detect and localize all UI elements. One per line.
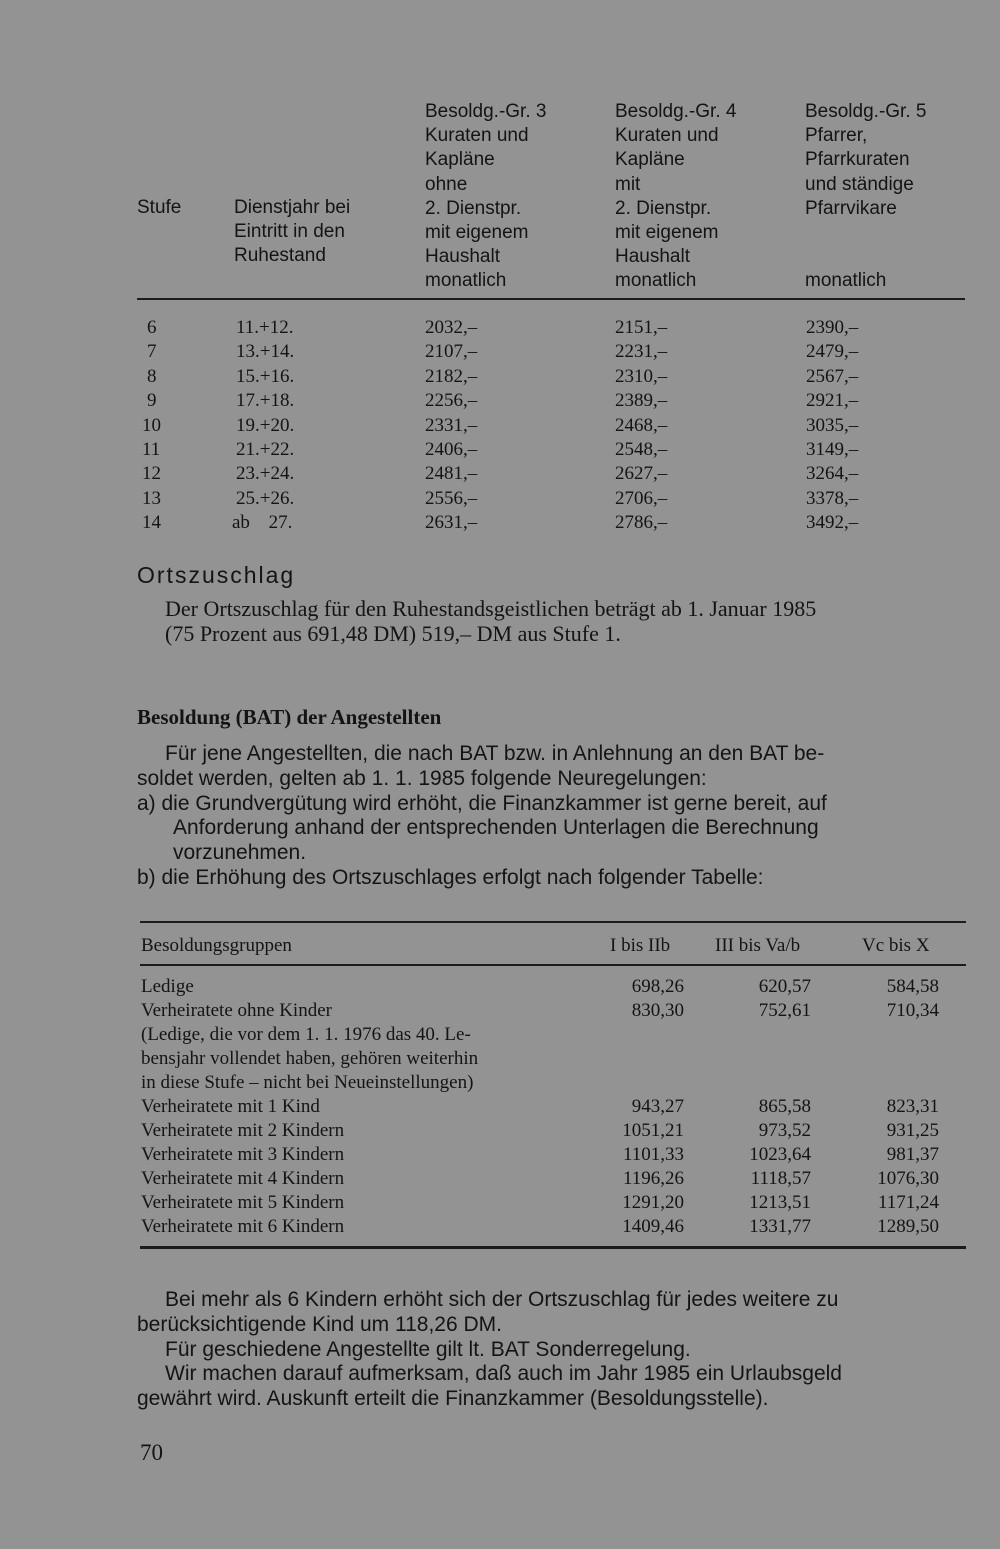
- table1-header-gr5: [805, 100, 926, 221]
- header-line: Pfarrvikare: [805, 197, 897, 219]
- text-line: vorzunehmen.: [173, 841, 307, 865]
- table2-header-rule: [140, 964, 966, 966]
- cell-jahr: 11.+12.: [236, 317, 294, 338]
- cell-c3: 1171,24: [877, 1192, 939, 1213]
- header-col1: I bis IIb: [610, 935, 671, 956]
- cell-jahr: 23.+24.: [236, 463, 295, 485]
- cell-jahr: 19.+20.: [236, 414, 295, 436]
- cell-c1: 1196,26: [622, 1168, 684, 1189]
- cell-gr4: 2786,–: [615, 512, 668, 534]
- cell-stufe: 9: [147, 390, 157, 412]
- cell-c1: 1101,33: [622, 1144, 684, 1165]
- cell-c3: 981,37: [886, 1144, 939, 1165]
- cell-label: bensjahr vollendet haben, gehören weiterhin: [141, 1048, 479, 1069]
- cell-c2: 752,61: [758, 1000, 811, 1021]
- header-line: mit: [615, 173, 641, 195]
- table-row: [0, 316, 1000, 340]
- table1-header-rule: [137, 298, 965, 300]
- cell-gr3: 2631,–: [425, 512, 478, 534]
- text-line: gewährt wird. Auskunft erteilt die Finanzkammer (Besoldungsstelle).: [137, 1387, 769, 1411]
- cell-jahr: 17.+18.: [236, 390, 295, 412]
- cell-gr5: 2479,–: [806, 341, 859, 363]
- cell-stufe: 12: [142, 463, 161, 485]
- header-line: mit eigenem: [615, 222, 719, 244]
- cell-gr3: 2331,–: [425, 414, 478, 436]
- text-line: Wir machen darauf aufmerksam, daß auch im Jahr 1985 ein Urlaubsgeld: [165, 1362, 842, 1386]
- cell-c2: 865,58: [758, 1096, 811, 1117]
- table-row: [0, 1119, 1000, 1143]
- header-line: monatlich: [425, 270, 507, 292]
- table2-top-rule: [140, 921, 966, 923]
- cell-c2: 1023,64: [749, 1144, 811, 1165]
- cell-gr4: 2468,–: [615, 414, 668, 436]
- cell-c2: 1213,51: [749, 1192, 811, 1213]
- text-line: berücksichtigende Kind um 118,26 DM.: [137, 1312, 502, 1336]
- cell-c3: 584,58: [886, 976, 939, 997]
- header-line: ohne: [425, 173, 468, 195]
- text-line: (75 Prozent aus 691,48 DM) 519,– DM aus Stufe 1.: [165, 620, 621, 646]
- cell-c1: 830,30: [631, 1000, 684, 1021]
- ortszuschlag-text: [165, 597, 816, 647]
- cell-gr4: 2151,–: [615, 317, 668, 338]
- cell-label: Verheiratete mit 3 Kindern: [141, 1144, 345, 1165]
- text-line: Für geschiedene Angestellte gilt lt. BAT Sonderregelung.: [165, 1337, 691, 1361]
- cell-gr5: 3492,–: [806, 512, 859, 534]
- bat-text: [137, 742, 827, 891]
- table-row: [0, 1191, 1000, 1215]
- text-line: Bei mehr als 6 Kindern erhöht sich der Ortszuschlag für jedes weitere zu: [165, 1288, 839, 1311]
- text-line: b) die Erhöhung des Ortszuschlages erfolgt nach folgender Tabelle:: [137, 865, 764, 889]
- table1-header-gr4: [615, 100, 736, 294]
- cell-jahr: 21.+22.: [236, 439, 295, 460]
- cell-c3: 1076,30: [877, 1168, 939, 1189]
- table-row: [0, 414, 1000, 438]
- cell-c1: 943,27: [631, 1096, 684, 1117]
- cell-jahr: ab 27.: [232, 512, 293, 534]
- cell-gr3: 2256,–: [425, 390, 478, 412]
- table-row: [0, 1071, 1000, 1095]
- cell-gr5: 2567,–: [806, 365, 859, 387]
- cell-gr3: 2556,–: [425, 487, 478, 509]
- cell-gr4: 2548,–: [615, 439, 668, 460]
- header-line: Kapläne: [615, 149, 685, 171]
- cell-gr3: 2032,–: [425, 317, 478, 338]
- header-besoldungsgruppen: Besoldungsgruppen: [141, 935, 292, 956]
- header-col3: Vc bis X: [862, 935, 930, 956]
- cell-c3: 710,34: [886, 1000, 939, 1021]
- cell-c1: 698,26: [631, 976, 684, 997]
- cell-gr4: 2706,–: [615, 487, 668, 509]
- header-line: und ständige: [805, 173, 914, 195]
- table-row: [0, 1047, 1000, 1071]
- table1-header-gr3: [425, 100, 546, 294]
- cell-c3: 1289,50: [877, 1216, 939, 1237]
- cell-gr4: 2310,–: [615, 365, 668, 387]
- table-row: [0, 999, 1000, 1023]
- header-line: mit eigenem: [425, 222, 529, 244]
- header-line: Kuraten und: [615, 125, 719, 147]
- table-row: [0, 511, 1000, 535]
- header-line: Eintritt in den: [234, 221, 345, 243]
- cell-jahr: 25.+26.: [236, 487, 295, 509]
- header-line: Dienstjahr bei: [234, 197, 351, 218]
- table-row: [0, 1167, 1000, 1191]
- table-row: [0, 389, 1000, 413]
- text-line: Der Ortszuschlag für den Ruhestandsgeistlichen beträgt ab 1. Januar 1985: [165, 596, 817, 621]
- cell-c2: 620,57: [758, 976, 811, 997]
- table-row: [0, 340, 1000, 364]
- cell-stufe: 13: [142, 487, 161, 509]
- cell-c3: 931,25: [886, 1120, 939, 1141]
- table-row: [0, 1023, 1000, 1047]
- text-line: soldet werden, gelten ab 1. 1. 1985 folgende Neuregelungen:: [137, 766, 707, 790]
- header-line: Kuraten und: [425, 125, 529, 147]
- table-row: [0, 1095, 1000, 1119]
- cell-stufe: 6: [147, 317, 157, 338]
- page-number: 70: [140, 1440, 163, 1465]
- table-row: [0, 1215, 1000, 1239]
- table1-header-stufe: Stufe: [137, 197, 182, 218]
- cell-jahr: 13.+14.: [236, 341, 295, 363]
- table-row: [0, 462, 1000, 486]
- cell-c1: 1051,21: [622, 1120, 684, 1141]
- cell-label: Ledige: [141, 976, 194, 997]
- cell-stufe: 7: [147, 341, 157, 363]
- ortszuschlag-heading: Ortszuschlag: [137, 562, 296, 588]
- cell-c1: 1291,20: [622, 1192, 684, 1213]
- header-line: Haushalt: [425, 246, 500, 268]
- text-line: Für jene Angestellten, die nach BAT bzw. in Anlehnung an den BAT be-: [165, 742, 825, 765]
- header-line: monatlich: [615, 270, 697, 292]
- table-row: [0, 487, 1000, 511]
- cell-stufe: 8: [147, 365, 157, 387]
- cell-gr4: 2389,–: [615, 390, 668, 412]
- cell-label: Verheiratete mit 1 Kind: [141, 1096, 320, 1117]
- cell-label: Verheiratete mit 6 Kindern: [141, 1216, 345, 1237]
- table-row: [0, 365, 1000, 389]
- cell-gr5: 3378,–: [806, 487, 859, 509]
- header-line: Besoldg.-Gr. 3: [425, 101, 547, 122]
- cell-label: (Ledige, die vor dem 1. 1. 1976 das 40. Le-: [141, 1024, 471, 1045]
- cell-gr3: 2182,–: [425, 365, 478, 387]
- cell-jahr: 15.+16.: [236, 365, 295, 387]
- cell-gr5: 3035,–: [806, 414, 859, 436]
- cell-label: Verheiratete ohne Kinder: [141, 1000, 332, 1021]
- header-line: Ruhestand: [234, 245, 326, 267]
- cell-c2: 973,52: [758, 1120, 811, 1141]
- closing-text: [137, 1288, 842, 1412]
- cell-label: Verheiratete mit 5 Kindern: [141, 1192, 345, 1213]
- table-row: [0, 1143, 1000, 1167]
- header-line: Besoldg.-Gr. 4: [615, 101, 737, 122]
- cell-stufe: 10: [142, 414, 161, 436]
- cell-c2: 1331,77: [749, 1216, 811, 1237]
- header-line: 2. Dienstpr.: [615, 197, 712, 219]
- header-line: Pfarrer,: [805, 125, 868, 147]
- cell-gr4: 2627,–: [615, 463, 668, 485]
- cell-gr5: 3149,–: [806, 439, 859, 460]
- header-col2: III bis Va/b: [715, 935, 801, 956]
- cell-gr5: 2921,–: [806, 390, 859, 412]
- table1-header-gr5-unit: monatlich: [805, 270, 887, 291]
- table-row: [0, 975, 1000, 999]
- table-row: [0, 438, 1000, 462]
- cell-gr5: 3264,–: [806, 463, 859, 485]
- cell-gr3: 2406,–: [425, 439, 478, 460]
- cell-c1: 1409,46: [622, 1216, 684, 1237]
- text-line: Anforderung anhand der entsprechenden Unterlagen die Berechnung: [173, 816, 819, 840]
- header-line: 2. Dienstpr.: [425, 197, 522, 219]
- table2-bottom-rule: [140, 1246, 966, 1249]
- cell-gr4: 2231,–: [615, 341, 668, 363]
- header-line: Haushalt: [615, 246, 690, 268]
- cell-gr3: 2107,–: [425, 341, 478, 363]
- cell-gr5: 2390,–: [806, 317, 859, 338]
- header-line: Besoldg.-Gr. 5: [805, 101, 927, 122]
- cell-label: Verheiratete mit 4 Kindern: [141, 1168, 345, 1189]
- cell-label: Verheiratete mit 2 Kindern: [141, 1120, 345, 1141]
- text-line: a) die Grundvergütung wird erhöht, die Finanzkammer ist gerne bereit, auf: [137, 791, 827, 815]
- cell-stufe: 14: [142, 512, 161, 534]
- cell-gr3: 2481,–: [425, 463, 478, 485]
- header-line: Kapläne: [425, 149, 495, 171]
- cell-c2: 1118,57: [750, 1168, 811, 1189]
- table1-header-dienstjahr: [234, 196, 350, 269]
- header-line: Pfarrkuraten: [805, 149, 910, 171]
- cell-stufe: 11: [142, 439, 161, 460]
- table2-header: [0, 934, 1000, 958]
- bat-heading: Besoldung (BAT) der Angestellten: [137, 705, 442, 729]
- cell-label: in diese Stufe – nicht bei Neueinstellungen): [141, 1072, 474, 1093]
- cell-c3: 823,31: [886, 1096, 939, 1117]
